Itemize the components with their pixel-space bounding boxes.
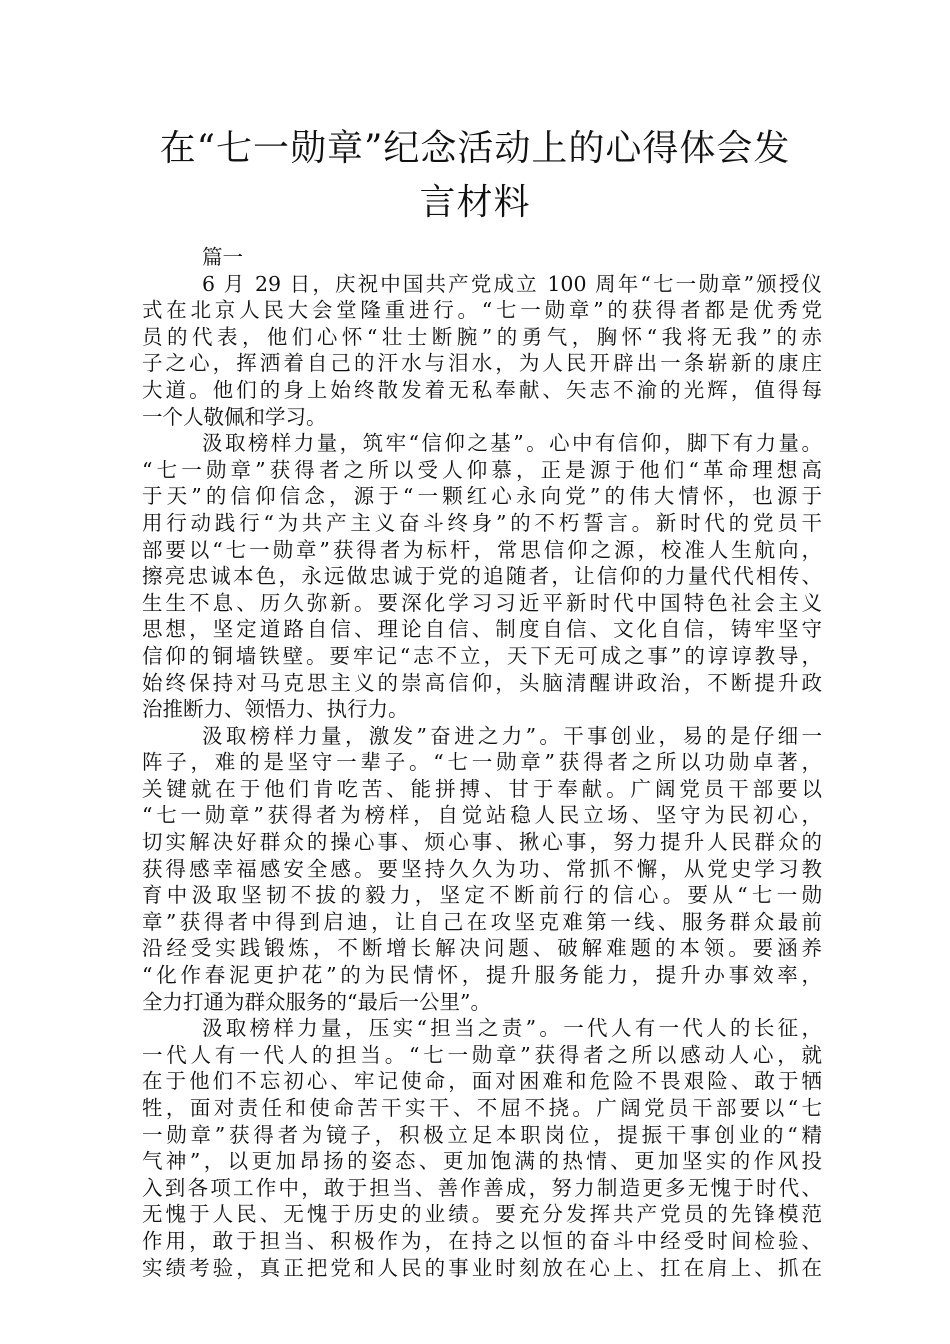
section-label: 篇一 — [202, 245, 243, 269]
text-line: 大道。他们的身上始终散发着无私奉献、矢志不渝的光辉，值得每 — [142, 377, 822, 402]
text-line: 牲，面对责任和使命苦干实干、不屈不挠。广阔党员干部要以“七 — [142, 1096, 822, 1120]
text-line: 获得感幸福感安全感。要坚持久久为功、常抓不懈，从党史学习教 — [142, 856, 822, 881]
text-line: 全力打通为群众服务的“最后一公里”。 — [142, 989, 491, 1014]
text-line: 关键就在于他们肯吃苦、能拼搏、甘于奉献。广阔党员干部要以 — [142, 776, 822, 801]
text-line: 部要以“七一勋章”获得者为标杆，常思信仰之源，校准人生航向， — [142, 537, 822, 562]
text-line: 式在北京人民大会堂隆重进行。“七一勋章”的获得者都是优秀党 — [142, 298, 822, 323]
document-body — [142, 244, 822, 1281]
text-line: 气神”，以更加昂扬的姿态、更加饱满的热情、更加坚实的作风投 — [142, 1149, 822, 1174]
text-line: 一勋章”获得者为镜子，积极立足本职岗位，提振干事创业的“精 — [142, 1122, 822, 1147]
document-title — [120, 122, 830, 230]
text-line: 6 月 29 日，庆祝中国共产党成立 100 周年“七一勋章”颁授仪 — [202, 271, 822, 296]
text-line: 一代人有一代人的担当。“七一勋章”获得者之所以感动人心，就 — [142, 1042, 822, 1067]
text-line: 汲取榜样力量，筑牢“信仰之基”。心中有信仰，脚下有力量。 — [202, 431, 822, 456]
text-line: 信仰的铜墙铁壁。要牢记“志不立，天下无可成之事”的谆谆教导， — [142, 643, 822, 668]
text-line: 育中汲取坚韧不拔的毅力，坚定不断前行的信心。要从“七一勋 — [142, 883, 822, 908]
text-line: 擦亮忠诚本色，永远做忠诚于党的追随者，让信仰的力量代代相传、 — [142, 564, 822, 589]
text-line: 思想，坚定道路自信、理论自信、制度自信、文化自信，铸牢坚守 — [142, 617, 822, 642]
text-line: 沿经受实践锻炼，不断增长解决问题、破解难题的本领。要涵养 — [142, 936, 822, 961]
text-line: 始终保持对马克思主义的崇高信仰，头脑清醒讲政治，不断提升政 — [142, 670, 822, 695]
text-line: 一个人敬佩和学习。 — [142, 404, 327, 429]
text-line: 实绩考验，真正把党和人民的事业时刻放在心上、扛在肩上、抓在 — [142, 1255, 822, 1280]
text-line: 无愧于人民、无愧于历史的业绩。要充分发挥共产党员的先锋模范 — [142, 1202, 822, 1227]
text-line: 于天”的信仰信念，源于“一颗红心永向党”的伟大情怀，也源于 — [142, 484, 822, 509]
text-line: 汲取榜样力量，压实“担当之责”。一代人有一代人的长征， — [202, 1016, 822, 1041]
title-line-2: 言材料 — [419, 182, 531, 223]
text-line: 汲取榜样力量，激发”奋进之力”。干事创业，易的是仔细一 — [202, 723, 822, 748]
text-line: 阵子，难的是坚守一辈子。“七一勋章”获得者之所以功勋卓著， — [142, 750, 822, 775]
text-line: 生生不息、历久弥新。要深化学习习近平新时代中国特色社会主义 — [142, 590, 822, 615]
text-line: 切实解决好群众的操心事、烦心事、揪心事，努力提升人民群众的 — [142, 830, 822, 855]
text-line: “化作春泥更护花”的为民情怀，提升服务能力，提升办事效率， — [142, 963, 822, 988]
text-line: 用行动践行“为共产主义奋斗终身”的不朽誓言。新时代的党员干 — [142, 510, 822, 535]
text-line: “七一勋章”获得者之所以受人仰慕，正是源于他们“革命理想高 — [142, 457, 822, 482]
text-line: 子之心，挥洒着自己的汗水与泪水，为人民开辟出一条崭新的康庄 — [142, 351, 822, 376]
text-line: 入到各项工作中，敢于担当、善作善成，努力制造更多无愧于时代、 — [142, 1175, 822, 1200]
text-line: 员的代表，他们心怀“壮士断腕”的勇气，胸怀“我将无我”的赤 — [142, 324, 822, 349]
text-line: 章”获得者中得到启迪，让自己在攻坚克难第一线、服务群众最前 — [142, 909, 822, 934]
text-line: “七一勋章”获得者为榜样，自觉站稳人民立场、坚守为民初心， — [142, 803, 822, 828]
text-line: 在于他们不忘初心、牢记使命，面对困难和危险不畏艰险、敢于牺 — [142, 1069, 822, 1094]
text-line: 作用，敢于担当、积极作为，在持之以恒的奋斗中经受时间检验、 — [142, 1228, 822, 1253]
text-line: 治推断力、领悟力、执行力。 — [142, 697, 409, 722]
title-line-1: 在“七一勋章”纪念活动上的心得体会发 — [159, 128, 791, 169]
